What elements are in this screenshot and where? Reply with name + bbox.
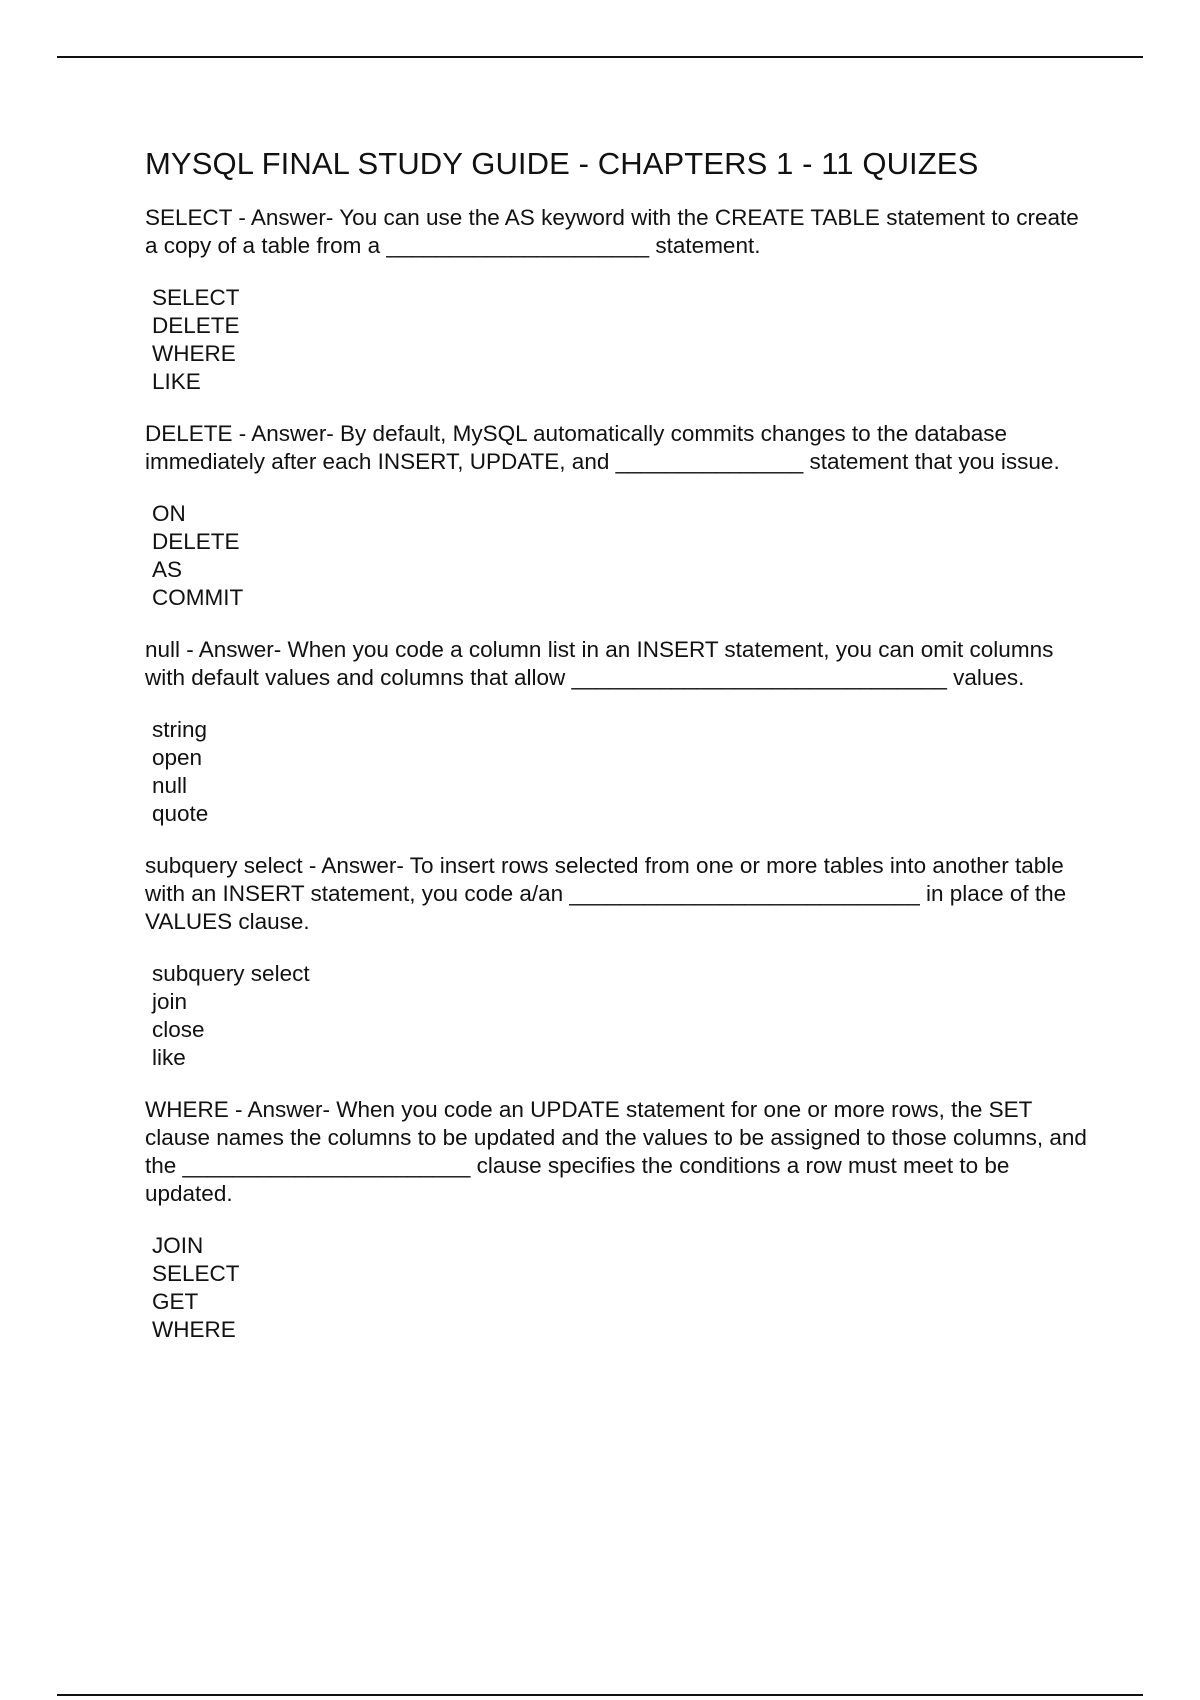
option-item: WHERE bbox=[152, 1317, 236, 1342]
question-block bbox=[145, 852, 1090, 1072]
option-item: JOIN bbox=[152, 1233, 204, 1258]
bottom-rule bbox=[57, 1694, 1143, 1696]
question-block bbox=[145, 420, 1090, 612]
question-block bbox=[145, 1096, 1090, 1344]
option-item: open bbox=[152, 745, 203, 770]
question-block bbox=[145, 204, 1090, 396]
option-item: like bbox=[152, 1045, 186, 1070]
option-item: DELETE bbox=[152, 529, 240, 554]
option-list bbox=[152, 500, 1090, 612]
option-list bbox=[152, 716, 1090, 828]
option-item: join bbox=[152, 989, 188, 1014]
option-list bbox=[152, 1232, 1090, 1344]
option-item: subquery select bbox=[152, 961, 310, 986]
question-text: SELECT - Answer- You can use the AS keyword with the CREATE TABLE statement to create a copy of a table from a _____________________ statement. bbox=[145, 205, 1079, 258]
option-item: SELECT bbox=[152, 1261, 240, 1286]
option-item: null bbox=[152, 773, 188, 798]
question-text: null - Answer- When you code a column list in an INSERT statement, you can omit columns with default values and columns that allow ______________________________ values. bbox=[145, 637, 1054, 690]
option-item: ON bbox=[152, 501, 186, 526]
document-body bbox=[145, 146, 1090, 1368]
option-item: LIKE bbox=[152, 369, 201, 394]
question-text: WHERE - Answer- When you code an UPDATE statement for one or more rows, the SET clause names the columns to be updated and the values to be assigned to those columns, and the _______________________ clause specifies the conditions a row must meet to be updated. bbox=[145, 1097, 1087, 1206]
top-rule bbox=[57, 56, 1143, 58]
option-item: string bbox=[152, 717, 208, 742]
option-item: quote bbox=[152, 801, 209, 826]
option-item: DELETE bbox=[152, 313, 240, 338]
option-item: WHERE bbox=[152, 341, 236, 366]
option-item: AS bbox=[152, 557, 183, 582]
question-text: subquery select - Answer- To insert rows selected from one or more tables into another table with an INSERT statement, you code a/an ____________________________ in place of the VALUES clause. bbox=[145, 853, 1067, 934]
question-text: DELETE - Answer- By default, MySQL automatically commits changes to the database immediately after each INSERT, UPDATE, and _______________ statement that you issue. bbox=[145, 421, 1060, 474]
page-title: MYSQL FINAL STUDY GUIDE - CHAPTERS 1 - 11 QUIZES bbox=[145, 146, 979, 181]
option-item: close bbox=[152, 1017, 205, 1042]
option-list bbox=[152, 960, 1090, 1072]
question-block bbox=[145, 636, 1090, 828]
option-list bbox=[152, 284, 1090, 396]
option-item: SELECT bbox=[152, 285, 240, 310]
option-item: GET bbox=[152, 1289, 199, 1314]
option-item: COMMIT bbox=[152, 585, 244, 610]
